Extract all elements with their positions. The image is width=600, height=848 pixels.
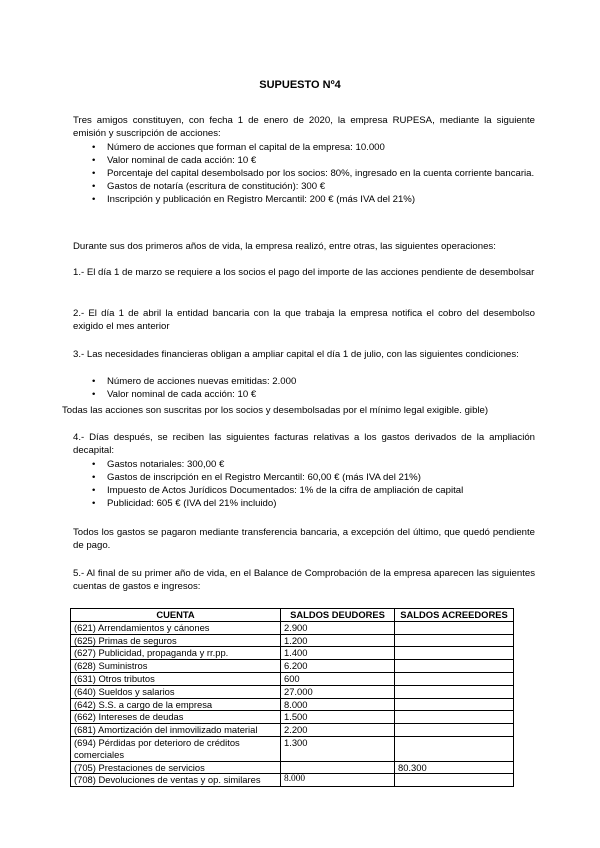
operation-4-bullet-list (92, 458, 535, 510)
cell-debit: 2.200 (281, 724, 395, 737)
cell-debit: 8.000 (281, 774, 395, 787)
cell-account: (621) Arrendamientos y cánones (71, 621, 281, 634)
operation-3-bullet-list (92, 375, 535, 401)
list-item: • Gastos de notaría (escritura de constitución): 300 € (92, 180, 535, 193)
cell-debit: 1.200 (281, 634, 395, 647)
cell-credit (395, 634, 514, 647)
cell-debit (281, 761, 395, 774)
table-row (71, 711, 514, 724)
table-row (71, 724, 514, 737)
cell-debit: 27.000 (281, 685, 395, 698)
cell-credit (395, 711, 514, 724)
cell-account: (627) Publicidad, propaganda y rr.pp. (71, 647, 281, 660)
cell-account: (662) Intereses de deudas (71, 711, 281, 724)
cell-credit (395, 685, 514, 698)
table-row (71, 634, 514, 647)
list-item: • Gastos notariales: 300,00 € (92, 458, 535, 471)
cell-credit (395, 660, 514, 673)
cell-account: (640) Sueldos y salarios (71, 685, 281, 698)
cell-debit: 1.300 (281, 736, 395, 761)
table-row (71, 621, 514, 634)
intro-paragraph: Tres amigos constituyen, con fecha 1 de enero de 2020, la empresa RUPESA, mediante la siguiente emisión y suscripción de acciones: (73, 115, 535, 139)
cell-credit (395, 774, 514, 787)
cell-debit: 2.900 (281, 621, 395, 634)
table-row (71, 698, 514, 711)
list-item: • Inscripción y publicación en Registro Mercantil: 200 € (más IVA del 21%) (92, 193, 535, 206)
intro-bullet-list (92, 141, 535, 206)
column-header-debit: SALDOS DEUDORES (281, 609, 395, 622)
balance-table (70, 608, 514, 787)
table-header-row (71, 609, 514, 622)
cell-account: (642) S.S. a cargo de la empresa (71, 698, 281, 711)
cell-account: (631) Otros tributos (71, 672, 281, 685)
cell-credit (395, 724, 514, 737)
cell-credit (395, 621, 514, 634)
operation-4-note: Todos los gastos se pagaron mediante transferencia bancaria, a excepción del último, que quedó pendiente de pago. (73, 527, 535, 551)
cell-credit: 80.300 (395, 761, 514, 774)
cell-account: (625) Primas de seguros (71, 634, 281, 647)
list-item: • Gastos de inscripción en el Registro Mercantil: 60,00 € (más IVA del 21%) (92, 471, 535, 484)
operation-5: 5.- Al final de su primer año de vida, en el Balance de Comprobación de la empresa aparecen las siguientes cuentas de gastos e ingresos: (73, 568, 535, 592)
list-item: • Impuesto de Actos Jurídicos Documentados: 1% de la cifra de ampliación de capital (92, 484, 535, 497)
cell-debit: 1.400 (281, 647, 395, 660)
operation-3: 3.- Las necesidades financieras obligan a ampliar capital el día 1 de julio, con las siguientes condiciones: (73, 349, 519, 360)
cell-credit (395, 736, 514, 761)
list-item: • Publicidad: 605 € (IVA del 21% incluido) (92, 497, 535, 510)
cell-debit: 6.200 (281, 660, 395, 673)
table-row (71, 774, 514, 787)
table-row (71, 685, 514, 698)
page-title: SUPUESTO Nº4 (259, 79, 341, 91)
cell-debit: 8.000 (281, 698, 395, 711)
cell-debit: 1.500 (281, 711, 395, 724)
table-row (71, 761, 514, 774)
cell-account: (628) Suministros (71, 660, 281, 673)
list-item: • Número de acciones nuevas emitidas: 2.000 (92, 375, 535, 388)
cell-account: (681) Amortización del inmovilizado material (71, 724, 281, 737)
cell-debit: 600 (281, 672, 395, 685)
operation-3-note: Todas las acciones son suscritas por los socios y desembolsadas por el mínimo legal exigible. gible) (62, 405, 489, 416)
table-row (71, 672, 514, 685)
table-row (71, 660, 514, 673)
operation-1: 1.- El día 1 de marzo se requiere a los socios el pago del importe de las acciones pendiente de desembolsar (73, 267, 535, 278)
column-header-credit: SALDOS ACREEDORES (395, 609, 514, 622)
list-item: • Valor nominal de cada acción: 10 € (92, 154, 535, 167)
table-row (71, 647, 514, 660)
list-item: • Porcentaje del capital desembolsado por los socios: 80%, ingresado en la cuenta corriente bancaria. (92, 167, 535, 180)
cell-credit (395, 647, 514, 660)
cell-account: (705) Prestaciones de servicios (71, 761, 281, 774)
cell-account: (708) Devoluciones de ventas y op. similares (71, 774, 281, 787)
list-item: • Valor nominal de cada acción: 10 € (92, 388, 535, 401)
cell-credit (395, 672, 514, 685)
cell-credit (395, 698, 514, 711)
operation-2: 2.- El día 1 de abril la entidad bancaria con la que trabaja la empresa notifica el cobro del desembolso exigido el mes anterior (73, 308, 535, 332)
cell-account: (694) Pérdidas por deterioro de créditos comerciales (71, 736, 281, 761)
list-item: • Número de acciones que forman el capital de la empresa: 10.000 (92, 141, 535, 154)
operations-intro: Durante sus dos primeros años de vida, la empresa realizó, entre otras, las siguientes operaciones: (73, 241, 496, 252)
table-row (71, 736, 514, 761)
operation-4: 4.- Días después, se reciben las siguientes facturas relativas a los gastos derivados de la ampliación decapital: (73, 432, 535, 456)
column-header-account: CUENTA (71, 609, 281, 622)
